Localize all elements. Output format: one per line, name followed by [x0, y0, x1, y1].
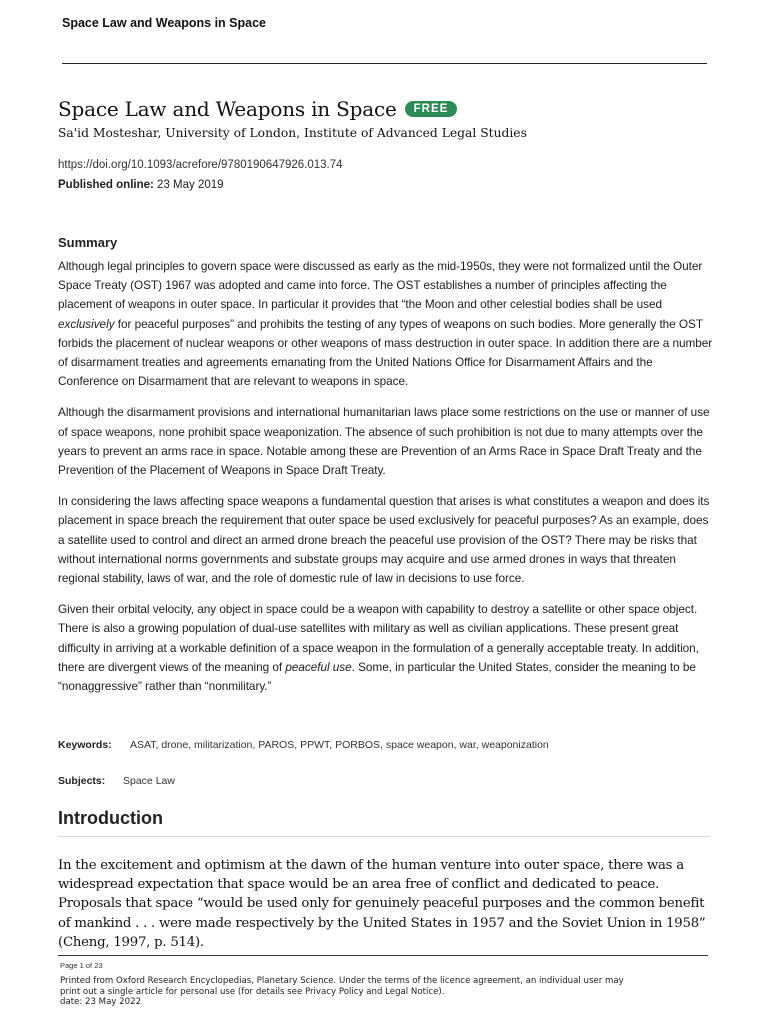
summary-paragraph: Although legal principles to govern space were discussed as early as the mid-1950s, they were not formalized until the Outer Space Treaty (OST) 1967 was adopted and came into force. The OST establishes a number of principles affecting the placement of weapons in outer space. In particular it provides that “the Moon and other celestial bodies shall be used exclusively for peaceful purposes” and prohibits the testing of any types of weapons on such bodies. More generally the OST forbids the placement of nuclear weapons or other weapons of mass destruction in outer space. In addition there are a number of disarmament treaties and agreements emanating from the United Nations Office for Disarmament Affairs and the Conference on Disarmament that are relevant to weapons in space.: [58, 259, 713, 389]
subjects-row: [58, 775, 175, 787]
article-title: Space Law and Weapons in Space: [58, 97, 397, 121]
keyword-link[interactable]: war: [459, 739, 476, 751]
published-date: [58, 179, 224, 191]
keyword-link[interactable]: space weapon: [385, 739, 454, 751]
page-number: Page 1 of 23: [60, 961, 103, 970]
subjects-label: Subjects:: [58, 775, 106, 787]
introduction-heading: Introduction: [58, 808, 163, 828]
published-value: 23 May 2019: [157, 179, 224, 191]
header-divider: [62, 63, 707, 64]
introduction-paragraph: In the excitement and optimism at the dawn of the human venture into outer space, there was a widespread expectation that space would be an area free of conflict and dedicated to peace. Proposals that space “would be used only for genuinely peaceful purposes and the common benefit of mankind . . . were made respectively by the United States in 1957 and the Soviet Union in 1958” (Cheng, 1997, p. 514).: [58, 858, 706, 950]
print-notice-line: Printed from Oxford Research Encyclopedias, Planetary Science. Under the terms of the licence agreement, an individual user may: [60, 976, 624, 986]
print-date: date: 23 May 2022: [60, 997, 142, 1007]
summary-paragraph: In considering the laws affecting space weapons a fundamental question that arises is what constitutes a weapon and does its placement in space breach the requirement that outer space be used exclusively for peaceful purposes? As an example, does a satellite used to control and direct an armed drone breach the peaceful use provision of the OST? There may be risks that without international norms governments and substate groups may acquire and use armed drones in ways that threaten regional stability, laws of war, and the role of domestic rule of law in decisions to use force.: [58, 494, 710, 586]
article-title-row: [58, 97, 457, 121]
summary-paragraph: Although the disarmament provisions and international humanitarian laws place some restrictions on the use or manner of use of space weapons, none prohibit space weaponization. The absence of such prohibition is not due to many attempts over the years to prevent an arms race in space. Notable among these are Prevention of an Arms Race in Space Draft Treaty and the Prevention of the Placement of Weapons in Space Draft Treaty.: [58, 405, 710, 478]
summary-section: [58, 257, 713, 708]
keyword-link[interactable]: PORBOS: [335, 739, 381, 751]
footer-divider: [58, 955, 708, 956]
keyword-link[interactable]: ASAT: [130, 739, 156, 751]
keywords-list: ASAT, drone, militarization, PAROS, PPWT, PORBOS, space weapon, war, weaponization: [130, 739, 549, 751]
keyword-link[interactable]: PAROS: [258, 739, 295, 751]
summary-heading: Summary: [58, 235, 118, 250]
keyword-link[interactable]: drone: [161, 739, 189, 751]
citation-link[interactable]: 1997: [113, 934, 147, 950]
keyword-link[interactable]: militarization: [194, 739, 253, 751]
published-label: Published online:: [58, 179, 154, 191]
free-badge: FREE: [405, 101, 458, 117]
article-author: Sa'id Mosteshar, University of London, Institute of Advanced Legal Studies: [58, 126, 527, 140]
keyword-link[interactable]: PPWT: [300, 739, 330, 751]
keywords-label: Keywords:: [58, 739, 112, 751]
print-notice: [60, 976, 710, 1008]
subject-link[interactable]: Space Law: [123, 775, 175, 787]
keyword-link[interactable]: weaponization: [481, 739, 549, 751]
print-notice-line: print out a single article for personal use (for details see Privacy Policy and Legal Notice).: [60, 986, 445, 997]
summary-paragraph: Given their orbital velocity, any object in space could be a weapon with capability to destroy a satellite or other space object. There is also a growing population of dual-use satellites with military as well as civilian applications. These present great difficulty in arriving at a workable definition of a space weapon in the formulation of a generally acceptable treaty. In addition, there are divergent views of the meaning of peaceful use. Some, in particular the United States, consider the meaning to be “nonaggressive” rather than “nonmilitary.”: [58, 602, 699, 694]
doi-link[interactable]: https://doi.org/10.1093/acrefore/9780190647926.013.74: [58, 159, 343, 171]
keywords-row: [58, 739, 549, 751]
running-header-title: Space Law and Weapons in Space: [62, 16, 266, 30]
introduction-divider: [58, 836, 710, 837]
